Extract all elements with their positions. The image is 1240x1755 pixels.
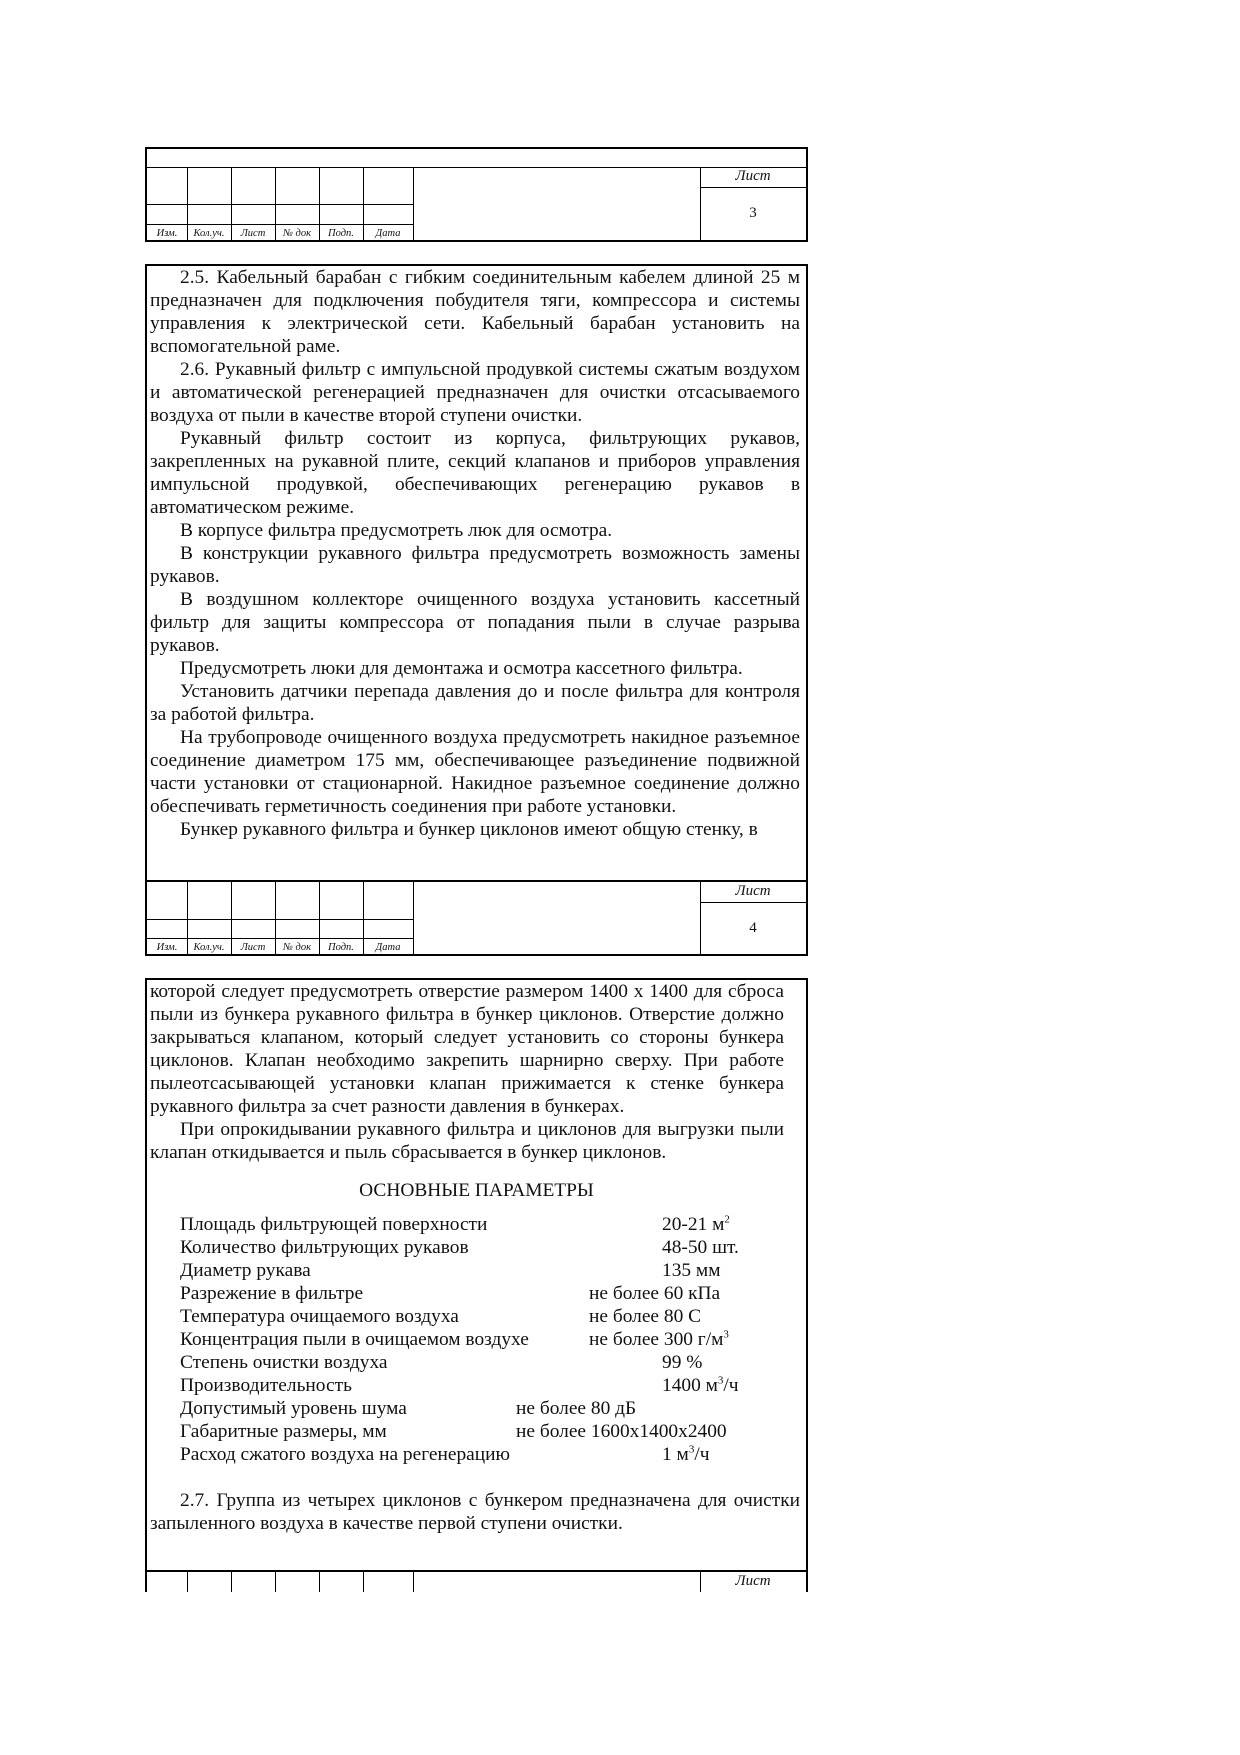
paragraph: Бункер рукавного фильтра и бункер циклонов имеют общую стенку, в: [180, 819, 758, 840]
column-signature: Подп.: [328, 228, 354, 239]
param-name: Производительность: [180, 1375, 352, 1396]
paragraph: При опрокидывании рукавного фильтра и циклонов для выгрузки пыли клапан откидывается и пыль сбрасывается в бункер циклонов.: [150, 1119, 784, 1163]
column-izm: Изм.: [156, 228, 178, 239]
param-value: 20-21 $м^2$: [662, 1213, 730, 1235]
sheet-number: 3: [749, 205, 757, 221]
column-date: Дата: [375, 228, 401, 239]
param-value: 1400 $м^3/ч$: [662, 1374, 739, 1396]
column-date: Дата: [375, 942, 401, 953]
param-row: [147, 1259, 806, 1282]
param-name: Диаметр рукава: [180, 1260, 311, 1281]
column-doc-number: № док: [283, 228, 311, 239]
param-value: 1 $м^3/ч$: [662, 1443, 710, 1465]
param-value: не более 1600х1400х2400: [516, 1421, 727, 1442]
paragraph: Установить датчики перепада давления до и после фильтра для контроля за работой фильтра.: [150, 681, 800, 725]
param-value: не более 300 $г/м^3$: [589, 1328, 729, 1350]
param-row: [147, 1213, 806, 1236]
param-value: 135 мм: [662, 1260, 721, 1281]
sheet-5-final-text: [147, 1489, 806, 1535]
param-row: [147, 1420, 806, 1443]
paragraph: 2.7. Группа из четырех циклонов с бункером предназначена для очистки запыленного воздуха в качестве первой ступени очистки.: [150, 1490, 800, 1534]
param-name: Температура очищаемого воздуха: [180, 1306, 459, 1327]
sheet-4-text: [147, 266, 806, 841]
sheet-5-body: [145, 978, 808, 1570]
paragraph: На трубопроводе очищенного воздуха предусмотреть накидное разъемное соединение диаметром 175 мм, обеспечивающее разъединение подвижной части установки от стационарной. Накидное разъемное соединение должно обеспечивать герметичность соединения при работе установки.: [150, 727, 800, 817]
sheet-5-text: [147, 980, 806, 1164]
param-value: не более 60 кПа: [589, 1283, 721, 1304]
sheet-label: Лист: [735, 1573, 771, 1589]
sheet-number: 4: [749, 920, 757, 936]
param-name: Степень очистки воздуха: [180, 1352, 388, 1373]
column-list: Лист: [240, 228, 266, 239]
param-row: [147, 1328, 806, 1351]
param-value: 48-50 шт.: [662, 1237, 739, 1258]
title-block-top-bar: [147, 149, 806, 168]
title-block-sheet-5: [145, 1570, 808, 1592]
param-value: 99 %: [662, 1352, 703, 1373]
paragraph: 2.5. Кабельный барабан с гибким соединительным кабелем длиной 25 м предназначен для подключения побудителя тяги, компрессора и системы управления к электрической сети. Кабельный барабан установить на вспомогательной раме.: [150, 267, 800, 357]
param-row: [147, 1305, 806, 1328]
paragraph: Предусмотреть люки для демонтажа и осмотра кассетного фильтра.: [180, 658, 743, 679]
column-signature: Подп.: [328, 942, 354, 953]
param-row: [147, 1443, 806, 1466]
param-row: [147, 1236, 806, 1259]
paragraph: В воздушном коллекторе очищенного воздуха установить кассетный фильтр для защиты компрессора от попадания пыли в случае разрыва рукавов.: [150, 589, 800, 656]
paragraph: В конструкции рукавного фильтра предусмотреть возможность замены рукавов.: [150, 543, 800, 587]
param-name: Концентрация пыли в очищаемом воздухе: [180, 1329, 529, 1350]
param-row: [147, 1397, 806, 1420]
param-name: Допустимый уровень шума: [180, 1398, 407, 1419]
sheet-4-body: [145, 264, 808, 880]
param-row: [147, 1374, 806, 1397]
paragraph: которой следует предусмотреть отверстие размером 1400 х 1400 для сброса пыли из бункера рукавного фильтра в бункер циклонов. Отверстие должно закрываться клапаном, который следует установить со стороны бункера циклонов. Клапан необходимо закрепить шарнирно сверху. При работе пылеотсасывающей установки клапан прижимается к стенке бункера рукавного фильтра за счет разности давления в бункерах.: [150, 981, 784, 1117]
param-value: не более 80 С: [589, 1306, 702, 1327]
param-name: Площадь фильтрующей поверхности: [180, 1214, 488, 1235]
param-name: Габаритные размеры, мм: [180, 1421, 387, 1442]
param-row: [147, 1351, 806, 1374]
params-list: [147, 1213, 806, 1466]
param-value: не более 80 дБ: [516, 1398, 637, 1419]
param-name: Разрежение в фильтре: [180, 1283, 364, 1304]
column-kol-uch: Кол.уч.: [193, 228, 225, 239]
param-row: [147, 1282, 806, 1305]
column-list: Лист: [240, 942, 266, 953]
column-kol-uch: Кол.уч.: [193, 942, 225, 953]
sheet-label: Лист: [735, 168, 771, 184]
param-name: Расход сжатого воздуха на регенерацию: [180, 1444, 511, 1465]
column-doc-number: № док: [283, 942, 311, 953]
title-block-sheet-4: [145, 880, 808, 956]
paragraph: 2.6. Рукавный фильтр с импульсной продувкой системы сжатым воздухом и автоматической регенерацией предназначен для очистки отсасываемого воздуха от пыли в качестве второй ступени очистки.: [150, 359, 800, 426]
column-izm: Изм.: [156, 942, 178, 953]
paragraph: Рукавный фильтр состоит из корпуса, фильтрующих рукавов, закрепленных на рукавной плите, секций клапанов и приборов управления импульсной продувкой, обеспечивающих регенерацию рукавов в автоматическом режиме.: [150, 428, 800, 518]
title-block-sheet-3: [145, 147, 808, 242]
sheet-label: Лист: [735, 883, 771, 899]
paragraph: В корпусе фильтра предусмотреть люк для осмотра.: [180, 520, 613, 541]
param-name: Количество фильтрующих рукавов: [180, 1237, 469, 1258]
params-heading: ОСНОВНЫЕ ПАРАМЕТРЫ: [359, 1180, 594, 1201]
